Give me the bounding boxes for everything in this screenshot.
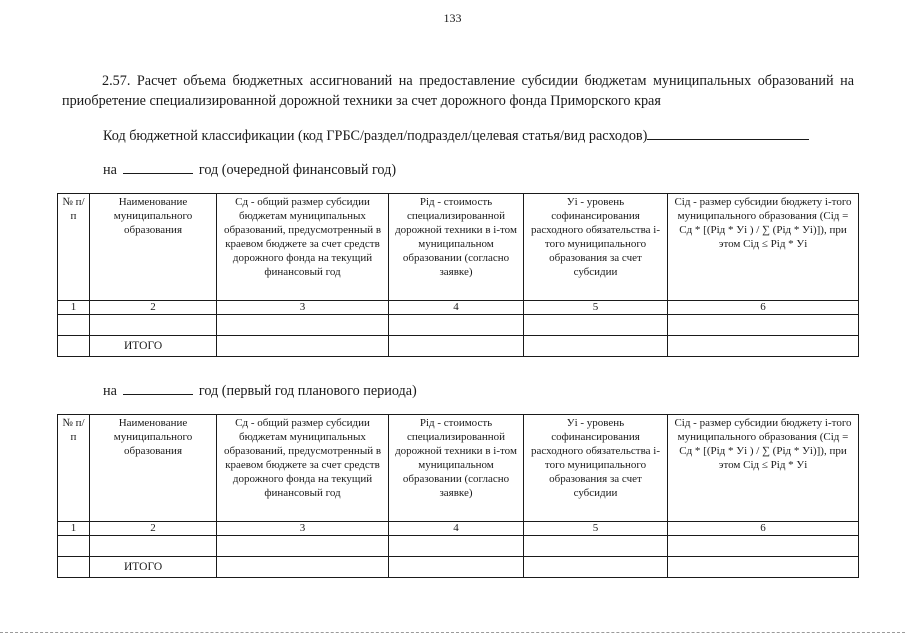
column-header-number: № п/п [58, 194, 90, 301]
table-cell [58, 536, 90, 557]
column-header-number: № п/п [58, 415, 90, 522]
column-number: 2 [90, 301, 217, 315]
column-number: 1 [58, 301, 90, 315]
column-number: 2 [90, 522, 217, 536]
table-cell [217, 557, 389, 578]
table-cell [668, 315, 859, 336]
column-header-municipality: Наименование муниципального образования [90, 194, 217, 301]
table-cell [524, 315, 668, 336]
table-row [58, 536, 859, 557]
section-heading: 2.57. Расчет объема бюджетных ассигнований на предоставление субсидии бюджетам муниципальных образований на приобретение специализированной дорожной техники за счет дорожного фонда Приморского края [62, 73, 854, 109]
column-header-equipment-cost: Рiд - стоимость специализированной дорожной техники в i-том муниципальном образовании (согласно заявке) [389, 415, 524, 522]
column-number: 6 [668, 522, 859, 536]
subsidy-table-planning-year [57, 414, 859, 578]
column-number: 4 [389, 522, 524, 536]
column-number: 6 [668, 301, 859, 315]
column-header-cofinancing-level: Уi - уровень софинансирования расходного обязательства i-того муниципального образования за счет субсидии [524, 415, 668, 522]
year-suffix: год (первый год планового периода) [198, 383, 417, 399]
year-blank-field [123, 381, 193, 395]
year-line-planning [103, 381, 417, 400]
kbk-label: Код бюджетной классификации (код ГРБС/раздел/подраздел/целевая статья/вид расходов) [103, 128, 648, 144]
column-header-municipality: Наименование муниципального образования [90, 415, 217, 522]
page-bottom-edge [0, 632, 905, 633]
column-header-total-subsidy: Сд - общий размер субсидии бюджетам муниципальных образований, предусмотренный в краевом бюджете за счет средств дорожного фонда на текущий финансовый год [217, 415, 389, 522]
table-cell [217, 315, 389, 336]
table-cell [389, 336, 524, 357]
table-header-row [58, 194, 859, 301]
year-prefix: на [103, 383, 117, 399]
year-suffix: год (очередной финансовый год) [198, 162, 397, 178]
column-number: 5 [524, 301, 668, 315]
table-cell [389, 557, 524, 578]
total-row [58, 557, 859, 578]
table-cell [389, 536, 524, 557]
table-cell [58, 557, 90, 578]
table-cell [58, 336, 90, 357]
table-cell [668, 536, 859, 557]
table-cell [524, 557, 668, 578]
column-header-subsidy-amount: Сiд - размер субсидии бюджету i-того муниципального образования (Сiд = Сд * [(Рiд * Уi ) / ∑ (Рiд * Уi)]), при этом Сiд ≤ Рiд * Уi [668, 194, 859, 301]
table-cell [217, 536, 389, 557]
table-cell [58, 315, 90, 336]
table-cell [668, 557, 859, 578]
table-cell [90, 536, 217, 557]
table-cell [524, 536, 668, 557]
column-number: 3 [217, 301, 389, 315]
year-blank-field [123, 160, 193, 174]
kbk-line [103, 126, 809, 145]
total-label: ИТОГО [90, 557, 217, 578]
table-cell [217, 336, 389, 357]
column-number: 3 [217, 522, 389, 536]
column-number: 5 [524, 522, 668, 536]
column-number-row [58, 522, 859, 536]
column-number: 1 [58, 522, 90, 536]
year-prefix: на [103, 162, 117, 178]
column-header-equipment-cost: Рiд - стоимость специализированной дорожной техники в i-том муниципальном образовании (согласно заявке) [389, 194, 524, 301]
total-label: ИТОГО [90, 336, 217, 357]
table-header-row [58, 415, 859, 522]
year-line-current [103, 160, 396, 179]
subsidy-table-current-year [57, 193, 859, 357]
column-header-total-subsidy: Сд - общий размер субсидии бюджетам муниципальных образований, предусмотренный в краевом бюджете за счет средств дорожного фонда на текущий финансовый год [217, 194, 389, 301]
page-number: 133 [443, 11, 462, 25]
total-row [58, 336, 859, 357]
column-number-row [58, 301, 859, 315]
table-cell [524, 336, 668, 357]
table-cell [389, 315, 524, 336]
kbk-blank-field [647, 126, 809, 140]
table-row [58, 315, 859, 336]
column-header-subsidy-amount: Сiд - размер субсидии бюджету i-того муниципального образования (Сiд = Сд * [(Рiд * Уi ) / ∑ (Рiд * Уi)]), при этом Сiд ≤ Рiд * Уi [668, 415, 859, 522]
table-cell [90, 315, 217, 336]
column-number: 4 [389, 301, 524, 315]
column-header-cofinancing-level: Уi - уровень софинансирования расходного обязательства i-того муниципального образования за счет субсидии [524, 194, 668, 301]
table-cell [668, 336, 859, 357]
